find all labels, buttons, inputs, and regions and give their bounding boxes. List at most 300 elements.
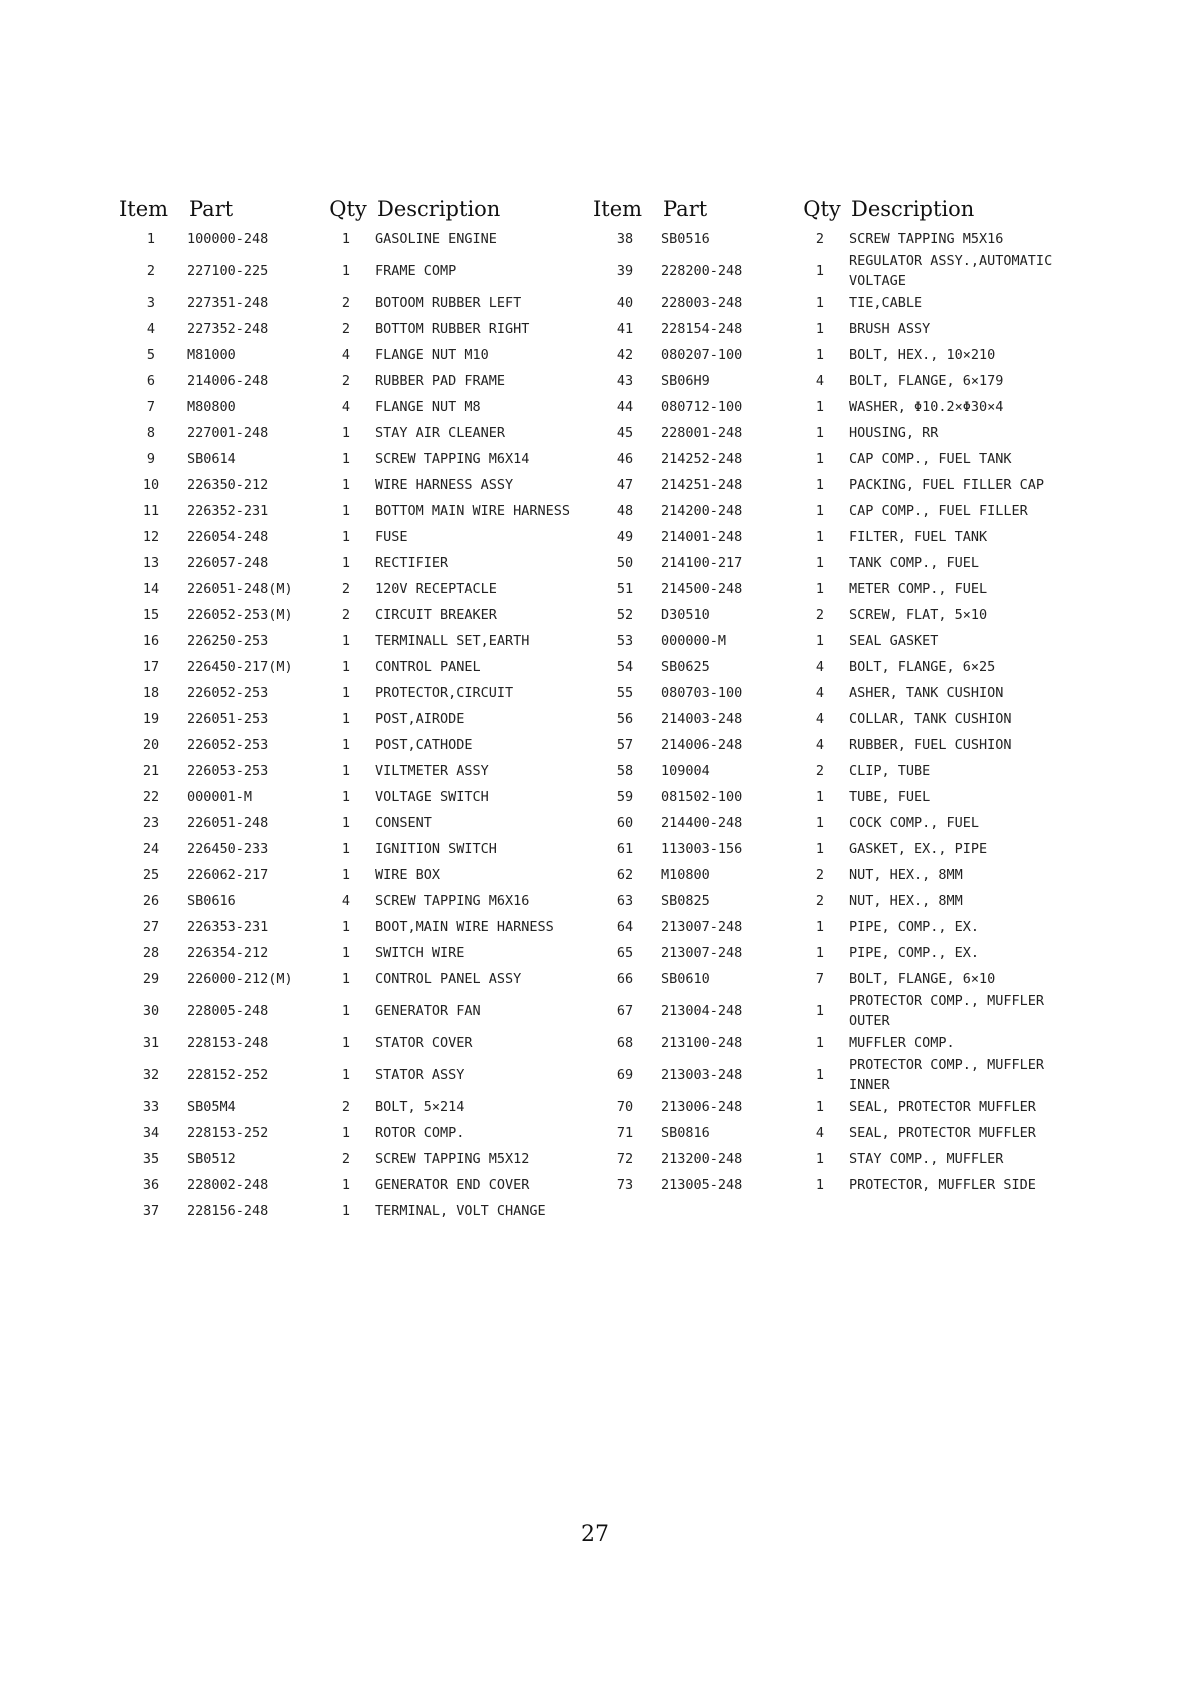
qty-cell: 1 — [815, 581, 825, 597]
part-cell: SB0610 — [661, 971, 710, 987]
description-cell: RUBBER PAD FRAME — [375, 373, 506, 389]
item-cell: 55 — [616, 685, 634, 701]
table-row — [117, 226, 617, 252]
qty-cell: 1 — [815, 503, 825, 519]
qty-cell: 1 — [341, 477, 351, 493]
qty-cell: 2 — [341, 1099, 351, 1115]
qty-cell: 4 — [815, 685, 825, 701]
description-cell: SEAL, PROTECTOR MUFFLER — [849, 1099, 1036, 1115]
table-row — [117, 966, 617, 992]
item-cell: 17 — [142, 659, 160, 675]
item-cell: 19 — [142, 711, 160, 727]
qty-cell: 1 — [341, 945, 351, 961]
description-cell: VOLTAGE SWITCH — [375, 789, 489, 805]
description-cell: BOTTOM RUBBER RIGHT — [375, 321, 530, 337]
qty-cell: 4 — [341, 399, 351, 415]
table-row — [591, 368, 1091, 394]
qty-cell: 1 — [815, 1151, 825, 1167]
table-row — [591, 342, 1091, 368]
description-cell: FUSE — [375, 529, 408, 545]
table-header — [117, 192, 617, 226]
table-row — [117, 472, 617, 498]
item-cell: 39 — [616, 263, 634, 279]
header-qty: Qty — [803, 197, 841, 221]
part-cell: 226350-212 — [187, 477, 269, 493]
item-cell: 13 — [142, 555, 160, 571]
description-cell: STAY AIR CLEANER — [375, 425, 506, 441]
qty-cell: 1 — [341, 231, 351, 247]
description-cell: WASHER, Φ10.2×Φ30×4 — [849, 399, 1004, 415]
table-row — [117, 706, 617, 732]
header-qty: Qty — [329, 197, 367, 221]
part-cell: 226353-231 — [187, 919, 269, 935]
item-cell: 10 — [142, 477, 160, 493]
table-body — [117, 226, 617, 1224]
table-row — [591, 1172, 1091, 1198]
item-cell: 9 — [146, 451, 156, 467]
table-row — [591, 394, 1091, 420]
part-cell: SB0825 — [661, 893, 710, 909]
description-cell: NUT, HEX., 8MM — [849, 893, 963, 909]
part-cell: 213100-248 — [661, 1035, 743, 1051]
part-cell: 213007-248 — [661, 919, 743, 935]
qty-cell: 7 — [815, 971, 825, 987]
description-cell: POST,CATHODE — [375, 737, 473, 753]
item-cell: 4 — [146, 321, 156, 337]
table-row — [117, 368, 617, 394]
description-cell: FLANGE NUT M8 — [375, 399, 481, 415]
qty-cell: 1 — [341, 1125, 351, 1141]
item-cell: 48 — [616, 503, 634, 519]
qty-cell: 2 — [341, 373, 351, 389]
qty-cell: 1 — [341, 555, 351, 571]
header-part: Part — [189, 197, 234, 221]
item-cell: 60 — [616, 815, 634, 831]
item-cell: 72 — [616, 1151, 634, 1167]
item-cell: 73 — [616, 1177, 634, 1193]
qty-cell: 2 — [341, 1151, 351, 1167]
part-cell: 228156-248 — [187, 1203, 269, 1219]
item-cell: 43 — [616, 373, 634, 389]
description-cell: RUBBER, FUEL CUSHION — [849, 737, 1012, 753]
part-cell: 113003-156 — [661, 841, 743, 857]
item-cell: 24 — [142, 841, 160, 857]
item-cell: 68 — [616, 1035, 634, 1051]
part-cell: 214200-248 — [661, 503, 743, 519]
qty-cell: 1 — [815, 815, 825, 831]
table-row — [117, 862, 617, 888]
item-cell: 53 — [616, 633, 634, 649]
description-cell: REGULATOR ASSY.,AUTOMATIC VOLTAGE — [849, 253, 1053, 289]
part-cell: 226051-248(M) — [187, 581, 293, 597]
description-cell: STATOR ASSY — [375, 1067, 465, 1083]
qty-cell: 4 — [341, 893, 351, 909]
item-cell: 30 — [142, 1003, 160, 1019]
table-row — [117, 290, 617, 316]
description-cell: CONSENT — [375, 815, 432, 831]
table-row — [591, 550, 1091, 576]
part-cell: 226051-253 — [187, 711, 269, 727]
part-cell: 214251-248 — [661, 477, 743, 493]
table-row — [117, 810, 617, 836]
part-cell: 213003-248 — [661, 1067, 743, 1083]
description-cell: BOLT, HEX., 10×210 — [849, 347, 996, 363]
table-row — [117, 1056, 617, 1094]
table-row — [117, 524, 617, 550]
description-cell: TANK COMP., FUEL — [849, 555, 980, 571]
table-row — [591, 1056, 1091, 1094]
qty-cell: 1 — [815, 841, 825, 857]
part-cell: 228003-248 — [661, 295, 743, 311]
description-cell: SCREW TAPPING M6X16 — [375, 893, 530, 909]
description-cell: SCREW TAPPING M5X12 — [375, 1151, 530, 1167]
qty-cell: 1 — [341, 789, 351, 805]
item-cell: 22 — [142, 789, 160, 805]
part-cell: 213004-248 — [661, 1003, 743, 1019]
qty-cell: 1 — [341, 919, 351, 935]
table-row — [591, 784, 1091, 810]
table-row — [117, 914, 617, 940]
qty-cell: 1 — [815, 1067, 825, 1083]
table-row — [117, 446, 617, 472]
item-cell: 23 — [142, 815, 160, 831]
qty-cell: 1 — [341, 971, 351, 987]
table-row — [117, 342, 617, 368]
description-cell: CONTROL PANEL — [375, 659, 481, 675]
part-cell: 100000-248 — [187, 231, 269, 247]
table-row — [591, 706, 1091, 732]
item-cell: 66 — [616, 971, 634, 987]
item-cell: 12 — [142, 529, 160, 545]
qty-cell: 1 — [815, 347, 825, 363]
part-cell: 000001-M — [187, 789, 253, 805]
part-cell: 228200-248 — [661, 263, 743, 279]
qty-cell: 1 — [341, 1067, 351, 1083]
item-cell: 36 — [142, 1177, 160, 1193]
qty-cell: 2 — [815, 867, 825, 883]
qty-cell: 2 — [815, 763, 825, 779]
table-row — [117, 940, 617, 966]
qty-cell: 2 — [815, 607, 825, 623]
table-row — [591, 862, 1091, 888]
item-cell: 41 — [616, 321, 634, 337]
description-cell: TERMINAL, VOLT CHANGE — [375, 1203, 546, 1219]
part-cell: 213200-248 — [661, 1151, 743, 1167]
qty-cell: 1 — [341, 503, 351, 519]
table-row — [117, 758, 617, 784]
table-row — [117, 420, 617, 446]
item-cell: 35 — [142, 1151, 160, 1167]
item-cell: 32 — [142, 1067, 160, 1083]
description-cell: NUT, HEX., 8MM — [849, 867, 963, 883]
qty-cell: 1 — [341, 529, 351, 545]
description-cell: GENERATOR END COVER — [375, 1177, 530, 1193]
header-part: Part — [663, 197, 708, 221]
table-row — [117, 550, 617, 576]
qty-cell: 1 — [815, 263, 825, 279]
description-cell: METER COMP., FUEL — [849, 581, 988, 597]
part-cell: 227351-248 — [187, 295, 269, 311]
description-cell: CONTROL PANEL ASSY — [375, 971, 522, 987]
part-cell: M80800 — [187, 399, 236, 415]
table-row — [591, 758, 1091, 784]
qty-cell: 1 — [815, 399, 825, 415]
item-cell: 26 — [142, 893, 160, 909]
part-cell: 214400-248 — [661, 815, 743, 831]
part-cell: 213007-248 — [661, 945, 743, 961]
item-cell: 51 — [616, 581, 634, 597]
description-cell: ASHER, TANK CUSHION — [849, 685, 1004, 701]
description-cell: PROTECTOR COMP., MUFFLER INNER — [849, 1057, 1045, 1093]
table-row — [117, 680, 617, 706]
part-cell: 214100-217 — [661, 555, 743, 571]
item-cell: 40 — [616, 295, 634, 311]
qty-cell: 1 — [815, 451, 825, 467]
table-row — [591, 252, 1091, 290]
description-cell: SEAL GASKET — [849, 633, 939, 649]
item-cell: 57 — [616, 737, 634, 753]
qty-cell: 2 — [341, 321, 351, 337]
description-cell: CIRCUIT BREAKER — [375, 607, 497, 623]
item-cell: 3 — [146, 295, 156, 311]
part-cell: 228153-248 — [187, 1035, 269, 1051]
part-cell: 214001-248 — [661, 529, 743, 545]
qty-cell: 1 — [341, 841, 351, 857]
item-cell: 67 — [616, 1003, 634, 1019]
description-cell: STAY COMP., MUFFLER — [849, 1151, 1004, 1167]
description-cell: PIPE, COMP., EX. — [849, 919, 980, 935]
header-item: Item — [593, 197, 643, 221]
table-header — [591, 192, 1091, 226]
description-cell: HOUSING, RR — [849, 425, 939, 441]
table-row — [591, 524, 1091, 550]
description-cell: IGNITION SWITCH — [375, 841, 497, 857]
item-cell: 6 — [146, 373, 156, 389]
part-cell: SB0512 — [187, 1151, 236, 1167]
item-cell: 29 — [142, 971, 160, 987]
table-row — [591, 1094, 1091, 1120]
qty-cell: 1 — [815, 321, 825, 337]
part-cell: 226352-231 — [187, 503, 269, 519]
qty-cell: 1 — [815, 789, 825, 805]
item-cell: 8 — [146, 425, 156, 441]
item-cell: 49 — [616, 529, 634, 545]
description-cell: ROTOR COMP. — [375, 1125, 465, 1141]
qty-cell: 1 — [341, 711, 351, 727]
part-cell: SB05M4 — [187, 1099, 236, 1115]
qty-cell: 4 — [815, 659, 825, 675]
table-row — [591, 914, 1091, 940]
table-row — [591, 420, 1091, 446]
description-cell: BOTOOM RUBBER LEFT — [375, 295, 522, 311]
item-cell: 62 — [616, 867, 634, 883]
part-cell: SB0516 — [661, 231, 710, 247]
table-body — [591, 226, 1091, 1198]
description-cell: WIRE BOX — [375, 867, 441, 883]
description-cell: SEAL, PROTECTOR MUFFLER — [849, 1125, 1036, 1141]
part-cell: 081502-100 — [661, 789, 743, 805]
table-row — [117, 1172, 617, 1198]
qty-cell: 1 — [341, 263, 351, 279]
table-row — [117, 732, 617, 758]
qty-cell: 4 — [815, 711, 825, 727]
part-cell: 226053-253 — [187, 763, 269, 779]
table-row — [117, 992, 617, 1030]
item-cell: 34 — [142, 1125, 160, 1141]
item-cell: 14 — [142, 581, 160, 597]
table-row — [117, 498, 617, 524]
description-cell: BOLT, FLANGE, 6×25 — [849, 659, 996, 675]
description-cell: PROTECTOR COMP., MUFFLER OUTER — [849, 993, 1045, 1029]
table-row — [591, 1120, 1091, 1146]
qty-cell: 1 — [341, 815, 351, 831]
part-cell: 226052-253(M) — [187, 607, 293, 623]
part-cell: SB0616 — [187, 893, 236, 909]
part-cell: 214006-248 — [661, 737, 743, 753]
item-cell: 25 — [142, 867, 160, 883]
table-row — [117, 1120, 617, 1146]
part-cell: 227352-248 — [187, 321, 269, 337]
table-row — [591, 226, 1091, 252]
item-cell: 70 — [616, 1099, 634, 1115]
part-cell: 214003-248 — [661, 711, 743, 727]
item-cell: 58 — [616, 763, 634, 779]
qty-cell: 1 — [341, 659, 351, 675]
item-cell: 65 — [616, 945, 634, 961]
table-row — [117, 784, 617, 810]
qty-cell: 1 — [341, 633, 351, 649]
table-row — [117, 1094, 617, 1120]
part-cell: 226062-217 — [187, 867, 269, 883]
table-row — [117, 628, 617, 654]
qty-cell: 1 — [341, 425, 351, 441]
part-cell: 226000-212(M) — [187, 971, 293, 987]
description-cell: TIE,CABLE — [849, 295, 923, 311]
table-row — [591, 810, 1091, 836]
part-cell: 226354-212 — [187, 945, 269, 961]
table-row — [117, 602, 617, 628]
table-row — [591, 992, 1091, 1030]
part-cell: 080712-100 — [661, 399, 743, 415]
part-cell: 228002-248 — [187, 1177, 269, 1193]
qty-cell: 1 — [815, 633, 825, 649]
table-row — [591, 446, 1091, 472]
description-cell: CAP COMP., FUEL FILLER — [849, 503, 1028, 519]
qty-cell: 1 — [341, 1003, 351, 1019]
description-cell: BOOT,MAIN WIRE HARNESS — [375, 919, 554, 935]
part-cell: 228001-248 — [661, 425, 743, 441]
part-cell: SB0614 — [187, 451, 236, 467]
description-cell: STATOR COVER — [375, 1035, 473, 1051]
table-row — [117, 888, 617, 914]
description-cell: PIPE, COMP., EX. — [849, 945, 980, 961]
description-cell: BOLT, 5×214 — [375, 1099, 465, 1115]
description-cell: RECTIFIER — [375, 555, 449, 571]
part-cell: D30510 — [661, 607, 710, 623]
part-cell: M81000 — [187, 347, 236, 363]
qty-cell: 1 — [815, 1099, 825, 1115]
description-cell: PACKING, FUEL FILLER CAP — [849, 477, 1045, 493]
item-cell: 16 — [142, 633, 160, 649]
item-cell: 21 — [142, 763, 160, 779]
table-row — [117, 1198, 617, 1224]
description-cell: CAP COMP., FUEL TANK — [849, 451, 1012, 467]
table-row — [117, 836, 617, 862]
item-cell: 59 — [616, 789, 634, 805]
item-cell: 27 — [142, 919, 160, 935]
part-cell: 226250-253 — [187, 633, 269, 649]
description-cell: BOLT, FLANGE, 6×179 — [849, 373, 1004, 389]
qty-cell: 2 — [341, 607, 351, 623]
part-cell: 214500-248 — [661, 581, 743, 597]
description-cell: POST,AIRODE — [375, 711, 465, 727]
qty-cell: 1 — [341, 763, 351, 779]
table-row — [591, 498, 1091, 524]
table-row — [117, 654, 617, 680]
description-cell: SCREW TAPPING M5X16 — [849, 231, 1004, 247]
table-row — [117, 316, 617, 342]
qty-cell: 4 — [815, 1125, 825, 1141]
table-row — [591, 602, 1091, 628]
description-cell: TERMINALL SET,EARTH — [375, 633, 530, 649]
part-cell: 214252-248 — [661, 451, 743, 467]
part-cell: 226057-248 — [187, 555, 269, 571]
item-cell: 33 — [142, 1099, 160, 1115]
part-cell: 213005-248 — [661, 1177, 743, 1193]
part-cell: SB0625 — [661, 659, 710, 675]
item-cell: 52 — [616, 607, 634, 623]
qty-cell: 4 — [815, 737, 825, 753]
part-cell: 000000-M — [661, 633, 727, 649]
description-cell: SCREW, FLAT, 5×10 — [849, 607, 988, 623]
table-row — [591, 680, 1091, 706]
description-cell: BRUSH ASSY — [849, 321, 931, 337]
qty-cell: 2 — [815, 893, 825, 909]
parts-table-right — [591, 192, 1091, 1198]
qty-cell: 1 — [815, 1003, 825, 1019]
parts-table-left — [117, 192, 617, 1224]
table-row — [591, 576, 1091, 602]
table-row — [117, 394, 617, 420]
part-cell: 228005-248 — [187, 1003, 269, 1019]
description-cell: COCK COMP., FUEL — [849, 815, 980, 831]
qty-cell: 1 — [815, 919, 825, 935]
part-cell: SB06H9 — [661, 373, 710, 389]
item-cell: 56 — [616, 711, 634, 727]
part-cell: 080207-100 — [661, 347, 743, 363]
part-cell: 213006-248 — [661, 1099, 743, 1115]
part-cell: 226051-248 — [187, 815, 269, 831]
qty-cell: 1 — [815, 529, 825, 545]
qty-cell: 1 — [815, 425, 825, 441]
description-cell: TUBE, FUEL — [849, 789, 931, 805]
item-cell: 15 — [142, 607, 160, 623]
qty-cell: 1 — [341, 1035, 351, 1051]
table-row — [591, 836, 1091, 862]
qty-cell: 1 — [341, 451, 351, 467]
qty-cell: 1 — [815, 945, 825, 961]
qty-cell: 1 — [815, 477, 825, 493]
table-row — [591, 472, 1091, 498]
item-cell: 5 — [146, 347, 156, 363]
table-row — [591, 290, 1091, 316]
qty-cell: 2 — [341, 581, 351, 597]
qty-cell: 2 — [341, 295, 351, 311]
part-cell: M10800 — [661, 867, 710, 883]
qty-cell: 1 — [341, 867, 351, 883]
item-cell: 45 — [616, 425, 634, 441]
item-cell: 28 — [142, 945, 160, 961]
